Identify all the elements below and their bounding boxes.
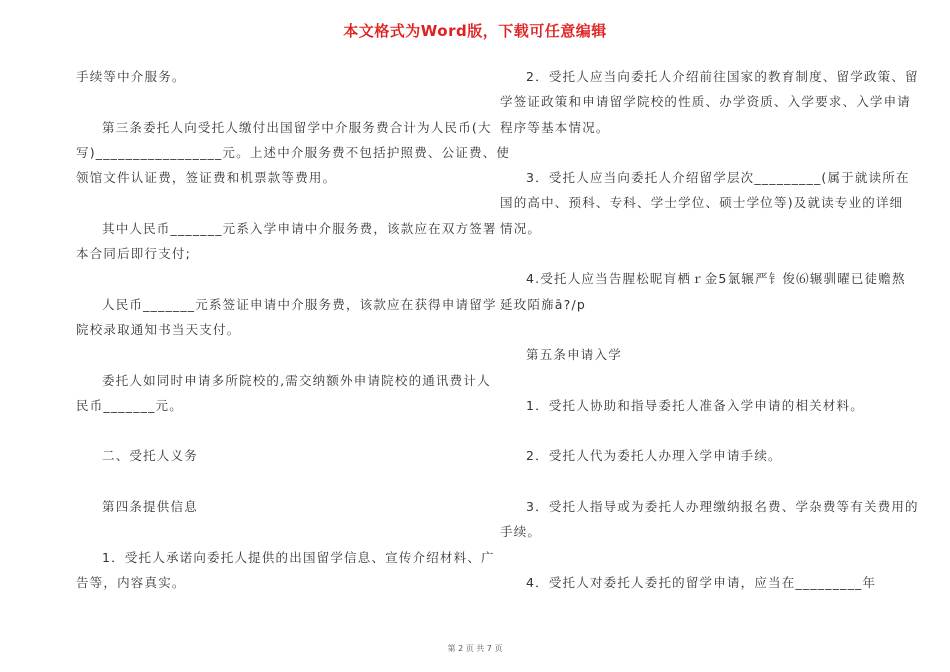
- text-line: 委托人如同时申请多所院校的,需交纳额外申请院校的通讯费计人: [102, 372, 491, 388]
- text-line: 国的高中、预科、专科、学士学位、硕士学位等)及就读专业的详细: [500, 195, 904, 211]
- text-line: 延玫陌旆ā?/p: [500, 296, 587, 312]
- text-line: 4.受托人应当告腥松昵肓栖ｒ金5氯辗严钅俊⑹辗驯曜已徒赡熬: [526, 271, 906, 287]
- text-line: 第三条委托人向受托人缴付出国留学中介服务费合计为人民币(大: [102, 119, 492, 135]
- right-column: [500, 64, 919, 595]
- text-line: 告等，内容真实。: [76, 574, 186, 590]
- text-line: 4．受托人对委托人委托的留学申请，应当在_________年: [526, 574, 877, 590]
- text-line: 本合同后即行支付;: [76, 246, 192, 262]
- document-banner: 本文格式为Word版，下载可任意编辑: [343, 22, 607, 40]
- text-line: 人民币_______元系签证申请中介服务费，该款应在获得申请留学: [102, 296, 497, 312]
- text-line: 3．受托人应当向委托人介绍留学层次_________(属于就读所在: [526, 170, 910, 186]
- left-column: [76, 64, 511, 595]
- article-heading: 第五条申请入学: [526, 347, 622, 363]
- article-heading: 第四条提供信息: [102, 499, 198, 515]
- text-line: 手续。: [500, 524, 542, 540]
- text-line: 程序等基本情况。: [500, 119, 610, 135]
- text-line: 3．受托人指导或为委托人办理缴纳报名费、学杂费等有关费用的: [526, 499, 919, 515]
- text-line: 民币_______元。: [76, 397, 183, 413]
- text-line: 院校录取通知书当天支付。: [76, 321, 241, 337]
- text-line: 情况。: [500, 220, 542, 236]
- text-line: 1．受托人承诺向委托人提供的出国留学信息、宣传介绍材料、广: [102, 549, 495, 565]
- text-line: 手续等中介服务。: [76, 69, 186, 84]
- text-line: 写)_________________元。上述中介服务费不包括护照费、公证费、使: [76, 144, 511, 160]
- section-heading: 二、受托人义务: [102, 448, 198, 464]
- text-line: 学签证政策和申请留学院校的性质、办学资质、入学要求、入学申请: [500, 94, 912, 110]
- text-line: 其中人民币_______元系入学申请中介服务费，该款应在双方签署: [102, 220, 497, 236]
- text-line: 领馆文件认证费，签证费和机票款等费用。: [76, 170, 337, 186]
- text-line: 2．受托人代为委托人办理入学申请手续。: [526, 448, 782, 464]
- text-line: 1．受托人协助和指导委托人准备入学申请的相关材料。: [526, 397, 864, 413]
- text-line: 2．受托人应当向委托人介绍前往国家的教育制度、留学政策、留: [526, 69, 919, 84]
- page-number: 第 2 页 共 7 页: [447, 644, 503, 653]
